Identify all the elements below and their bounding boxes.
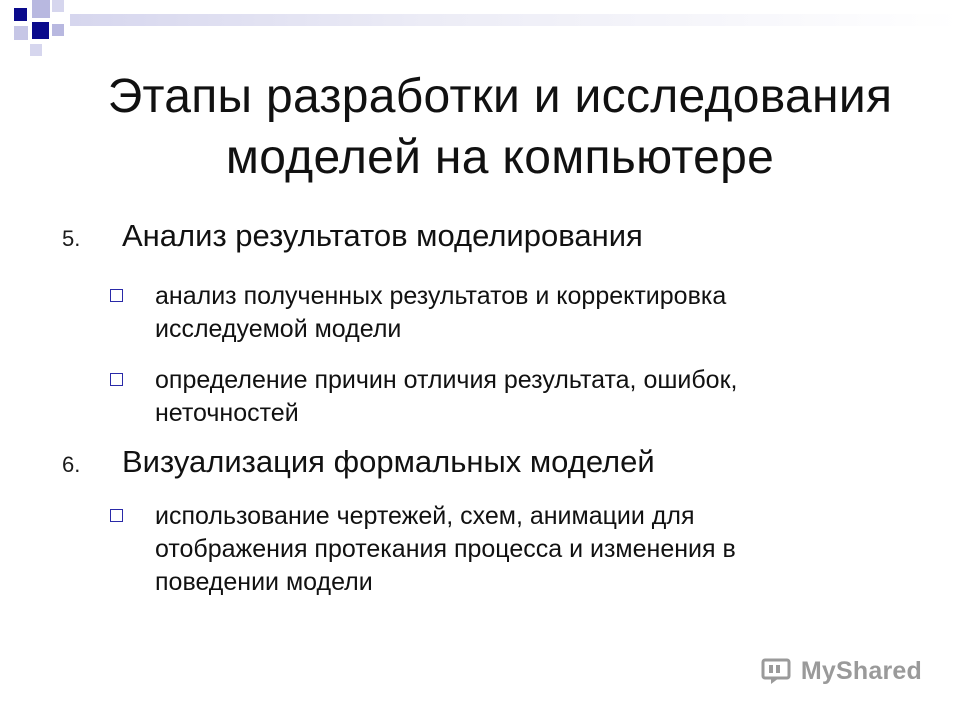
bullet-text <box>155 364 737 430</box>
square-bullet-icon <box>110 373 123 386</box>
section-heading: Визуализация формальных моделей <box>122 444 655 479</box>
bullet-text <box>155 500 736 599</box>
bullet-line: неточностей <box>155 399 299 427</box>
section-item <box>62 218 643 254</box>
bullet-item <box>110 364 890 430</box>
bullet-line: отображения протекания процесса и изменения в <box>155 535 736 563</box>
section-item <box>62 444 655 480</box>
bullet-line: исследуемой модели <box>155 315 402 343</box>
myshared-logo-icon <box>761 656 795 686</box>
bullet-item <box>110 280 890 346</box>
bullet-item <box>110 500 890 599</box>
section-heading: Анализ результатов моделирования <box>122 218 643 253</box>
section-number: 6. <box>62 452 81 477</box>
bullet-line: поведении модели <box>155 568 373 596</box>
bullet-line: использование чертежей, схем, анимации для <box>155 502 695 530</box>
square-bullet-icon <box>110 289 123 302</box>
title-line-1: Этапы разработки и исследования <box>107 70 893 123</box>
myshared-watermark[interactable] <box>761 656 922 686</box>
bullet-line: анализ полученных результатов и корректировка <box>155 282 727 310</box>
bullet-line: определение причин отличия результата, ошибок, <box>155 366 738 394</box>
section-number: 5. <box>62 226 81 251</box>
watermark-text: MyShared <box>800 656 922 685</box>
square-bullet-icon <box>110 509 123 522</box>
bullet-text <box>155 280 726 346</box>
title-line-2: моделей на компьютере <box>225 131 775 184</box>
